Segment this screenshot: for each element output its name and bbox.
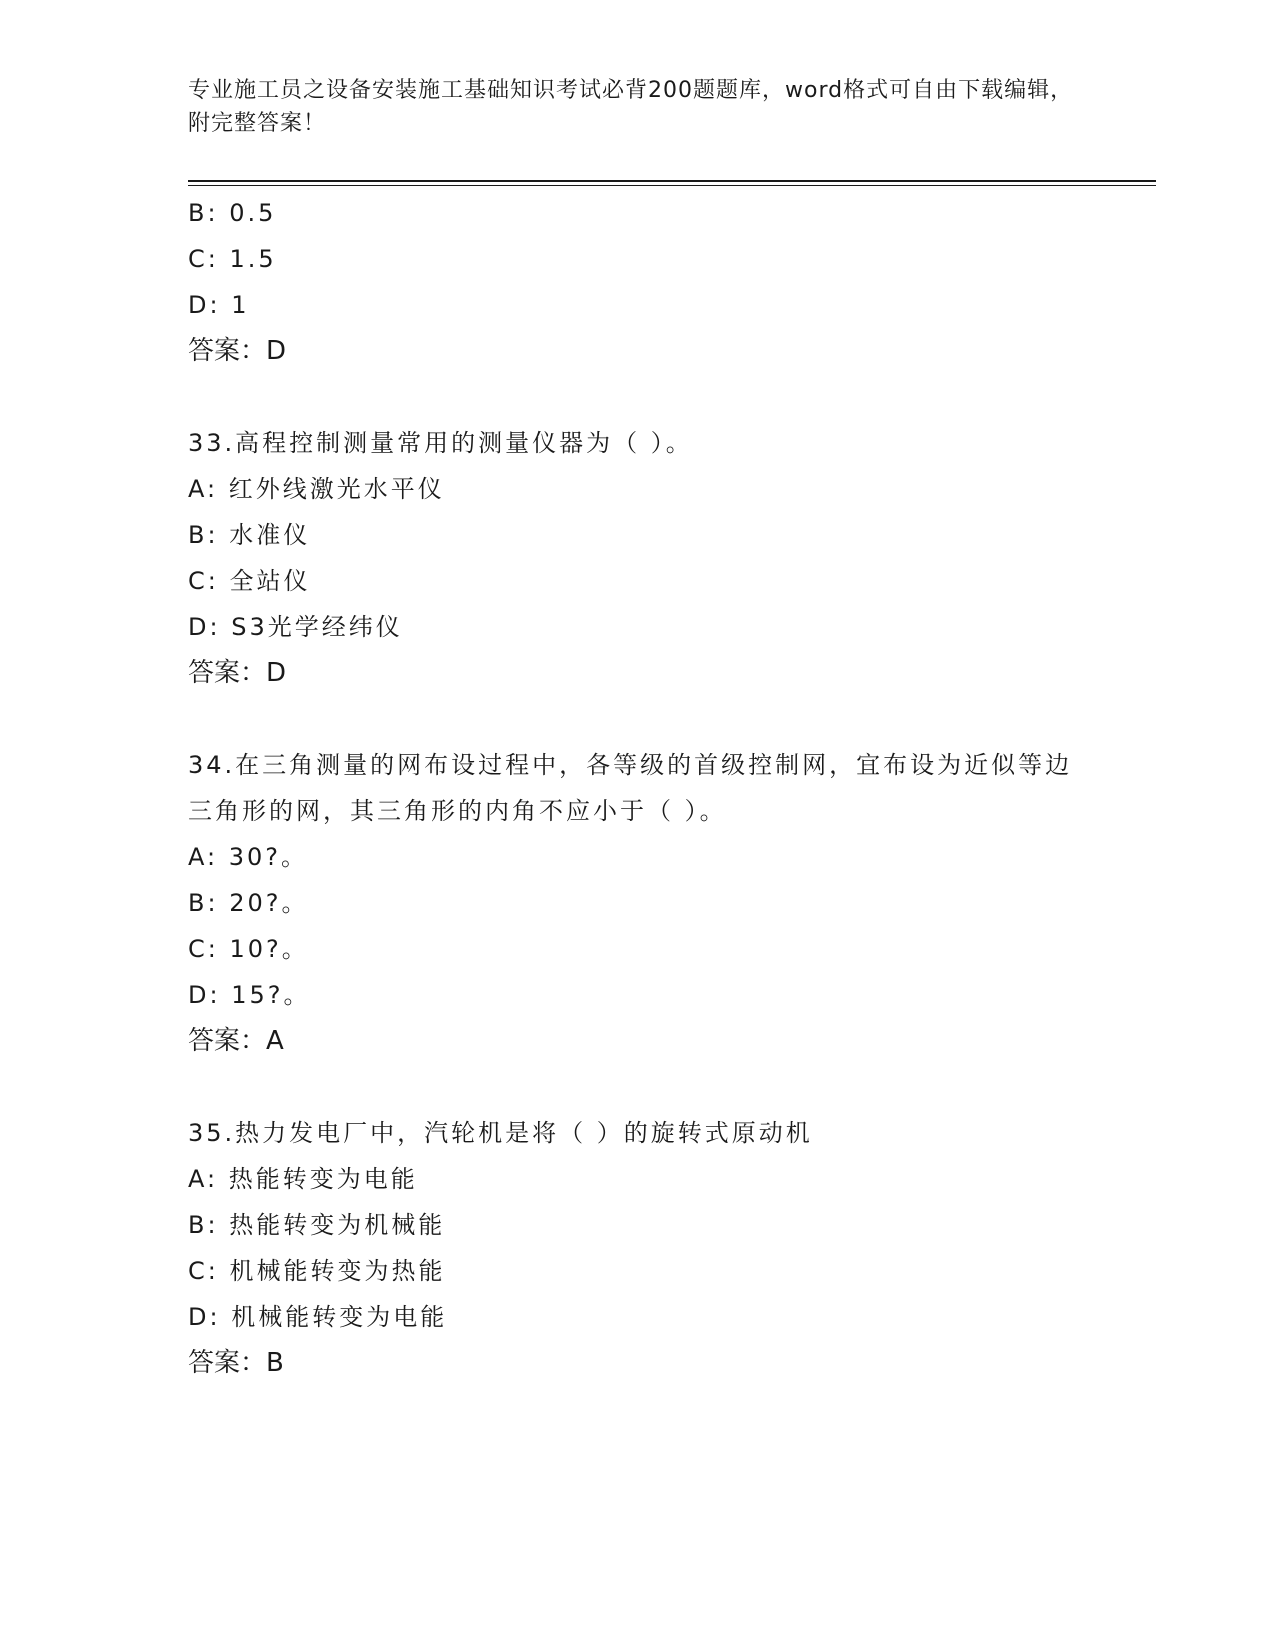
- option-b: [188, 512, 1088, 558]
- header-divider-thick: [188, 180, 1156, 182]
- option-label: D:: [188, 1303, 221, 1331]
- option-d: [188, 972, 1088, 1018]
- document-body: [188, 190, 1088, 1386]
- option-text: 20?。: [229, 889, 309, 917]
- option-text: S3光学经纬仪: [231, 613, 403, 641]
- question-text: 33.高程控制测量常用的测量仪器为（ ）。: [188, 429, 693, 457]
- answer-label: 答案：: [188, 658, 267, 688]
- option-a: [188, 466, 1088, 512]
- answer-line: [188, 328, 1088, 374]
- option-text: 机械能转变为热能: [229, 1257, 446, 1285]
- option-b: [188, 190, 1088, 236]
- option-b: [188, 880, 1088, 926]
- option-d: [188, 1294, 1088, 1340]
- option-text: 0.5: [229, 199, 277, 227]
- option-label: C:: [188, 935, 219, 963]
- option-label: B:: [188, 1211, 219, 1239]
- option-label: A:: [188, 843, 219, 871]
- option-text: 热能转变为电能: [228, 1165, 418, 1193]
- option-text: 1: [231, 291, 250, 319]
- option-label: B:: [188, 889, 219, 917]
- answer-value: A: [266, 1026, 285, 1056]
- answer-value: D: [266, 336, 288, 366]
- option-label: C:: [188, 245, 219, 273]
- option-d: [188, 282, 1088, 328]
- answer-value: D: [266, 658, 288, 688]
- option-c: [188, 558, 1088, 604]
- option-text: 15?。: [231, 981, 311, 1009]
- option-label: C:: [188, 567, 219, 595]
- answer-line: [188, 1340, 1088, 1386]
- option-a: [188, 834, 1088, 880]
- option-label: C:: [188, 1257, 219, 1285]
- document-header: 专业施工员之设备安装施工基础知识考试必背200题题库，word格式可自由下载编辑，附完整答案！: [188, 78, 1074, 136]
- question-35: [188, 1110, 1088, 1386]
- question-33: [188, 420, 1088, 696]
- option-label: A:: [188, 1165, 219, 1193]
- answer-label: 答案：: [188, 1348, 267, 1378]
- option-c: [188, 236, 1088, 282]
- answer-label: 答案：: [188, 1026, 267, 1056]
- option-label: B:: [188, 199, 219, 227]
- option-b: [188, 1202, 1088, 1248]
- question-text: 35.热力发电厂中，汽轮机是将（ ）的旋转式原动机: [188, 1119, 813, 1147]
- answer-value: B: [266, 1348, 285, 1378]
- option-text: 热能转变为机械能: [229, 1211, 446, 1239]
- option-text: 全站仪: [229, 567, 311, 595]
- answer-label: 答案：: [188, 336, 267, 366]
- answer-line: [188, 1018, 1088, 1064]
- question-text: 34.在三角测量的网布设过程中，各等级的首级控制网，宜布设为近似等边三角形的网，其三角形的内角不应小于（ ）。: [188, 751, 1073, 825]
- answer-line: [188, 650, 1088, 696]
- option-text: 30?。: [228, 843, 309, 871]
- option-label: B:: [188, 521, 219, 549]
- option-text: 机械能转变为电能: [231, 1303, 448, 1331]
- option-text: 红外线激光水平仪: [228, 475, 445, 503]
- option-label: A:: [188, 475, 219, 503]
- option-a: [188, 1156, 1088, 1202]
- option-text: 10?。: [229, 935, 309, 963]
- question-carryover: [188, 190, 1088, 374]
- header-divider-thin: [188, 185, 1156, 186]
- option-label: D:: [188, 291, 221, 319]
- option-text: 水准仪: [229, 521, 311, 549]
- option-c: [188, 926, 1088, 972]
- question-34: [188, 742, 1088, 1064]
- option-label: D:: [188, 981, 221, 1009]
- option-c: [188, 1248, 1088, 1294]
- option-label: D:: [188, 613, 221, 641]
- option-d: [188, 604, 1088, 650]
- option-text: 1.5: [229, 245, 277, 273]
